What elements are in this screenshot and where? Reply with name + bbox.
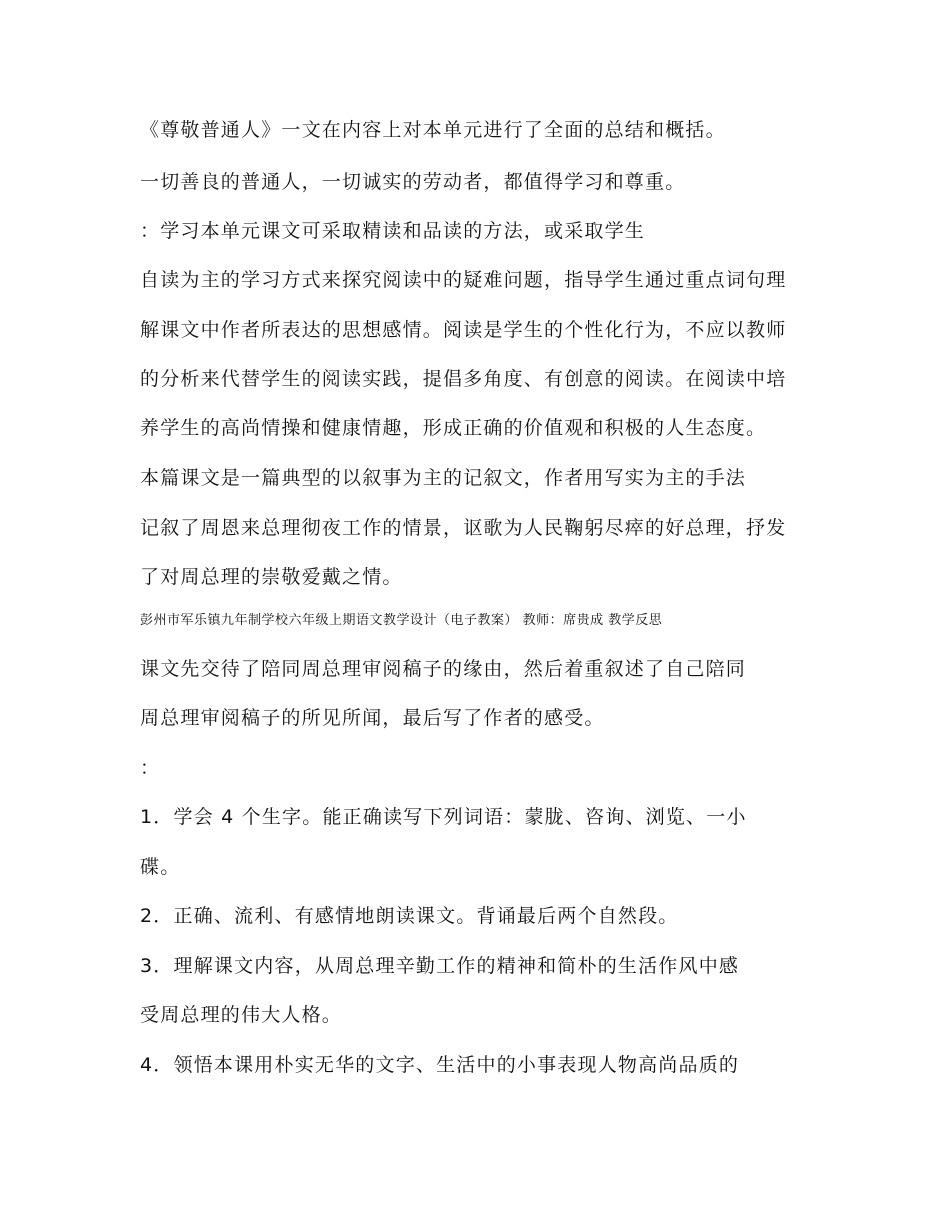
text-line-3: ：学习本单元课文可采取精读和品读的方法，或采取学生	[140, 220, 646, 242]
text-line-1: 《尊敬普通人》一文在内容上对本单元进行了全面的总结和概括。	[140, 119, 726, 141]
text-line-2: 一切善良的普通人，一切诚实的劳动者，都值得学习和尊重。	[140, 171, 686, 193]
text-line-13: 周总理审阅稿子的所见所闻，最后写了作者的感受。	[140, 707, 605, 729]
page-header-note: 彭州市军乐镇九年制学校六年级上期语文教学设计（电子教案） 教师：席贵成 教学反思	[140, 613, 663, 628]
text-line-19: 受周总理的伟大人格。	[140, 1004, 343, 1026]
text-line-20: 4．领悟本课用朴实无华的文字、生活中的小事表现人物高尚品质的	[140, 1054, 740, 1076]
text-line-17: 2．正确、流利、有感情地朗读课文。背诵最后两个自然段。	[140, 905, 679, 927]
text-line-9: 记叙了周恩来总理彻夜工作的情景，讴歌为人民鞠躬尽瘁的好总理，抒发	[140, 517, 787, 539]
text-line-6: 的分析来代替学生的阅读实践，提倡多角度、有创意的阅读。在阅读中培	[140, 368, 787, 390]
text-line-5: 解课文中作者所表达的思想感情。阅读是学生的个性化行为，不应以教师	[140, 319, 787, 341]
text-line-14: ：	[140, 757, 161, 779]
text-line-10: 了对周总理的崇敬爱戴之情。	[140, 566, 403, 588]
text-line-18: 3．理解课文内容，从周总理辛勤工作的精神和简朴的生活作风中感	[140, 955, 740, 977]
text-line-7: 养学生的高尚情操和健康情趣，形成正确的价值观和积极的人生态度。	[140, 417, 767, 439]
text-line-15: 1．学会 4 个生字。能正确读写下列词语：蒙胧、咨询、浏览、一小	[140, 806, 747, 828]
text-line-16: 碟。	[140, 856, 181, 878]
text-line-8: 本篇课文是一篇典型的以叙事为主的记叙文，作者用写实为主的手法	[140, 467, 747, 489]
text-line-4: 自读为主的学习方式来探究阅读中的疑难问题，指导学生通过重点词句理	[140, 269, 787, 291]
text-line-12: 课文先交待了陪同周总理审阅稿子的缘由，然后着重叙述了自己陪同	[140, 658, 747, 680]
